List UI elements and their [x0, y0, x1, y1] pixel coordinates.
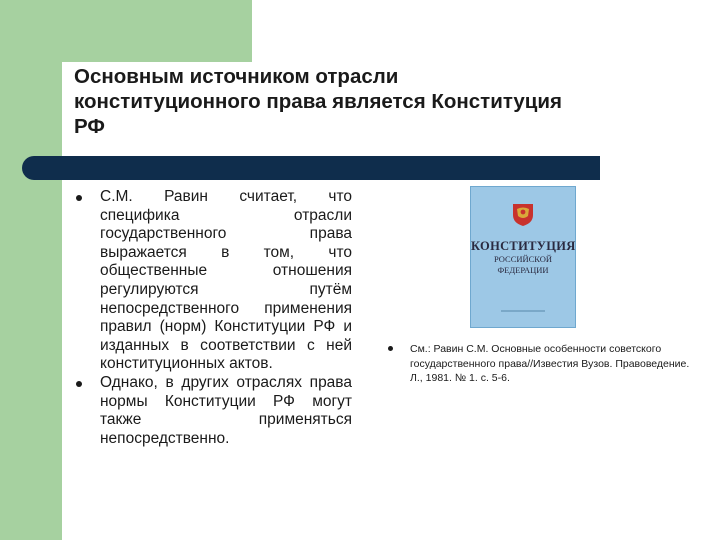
book-footer-line — [501, 310, 545, 312]
bullet-list — [72, 188, 352, 448]
book-title-line2: РОССИЙСКОЙ — [493, 254, 553, 264]
coat-of-arms-icon — [511, 201, 535, 227]
list-item — [72, 374, 352, 448]
green-accent-bar-vertical — [0, 0, 62, 540]
list-item — [72, 188, 352, 374]
bullet-text: С.М. Равин считает, что специфика отрасли государственного права выражается в том, что общественные отношения регулируются путём непосредственного применения правил (норм) Конституции РФ и изданных в соответствии с ней конституционных актов. — [100, 188, 352, 373]
bullet-icon — [76, 381, 82, 387]
book-title-line1: КОНСТИТУЦИЯ — [471, 239, 576, 253]
green-accent-bar-top — [62, 0, 252, 62]
footnote-text: См.: Равин С.М. Основные особенности советского государственного права//Известия Вузов. Правоведение. Л., 1981. № 1. с. 5-6. — [410, 343, 690, 385]
bullet-icon — [388, 346, 393, 351]
book-title-line3: ФЕДЕРАЦИИ — [497, 265, 549, 275]
title-divider-bar — [22, 156, 600, 180]
constitution-book-cover — [470, 186, 576, 328]
slide-title: Основным источником отрасли конституционного права является Конституция РФ — [74, 65, 562, 138]
bullet-text: Однако, в других отраслях права нормы Конституции РФ могут также применяться непосредственно. — [100, 373, 352, 447]
bullet-icon — [76, 195, 82, 201]
